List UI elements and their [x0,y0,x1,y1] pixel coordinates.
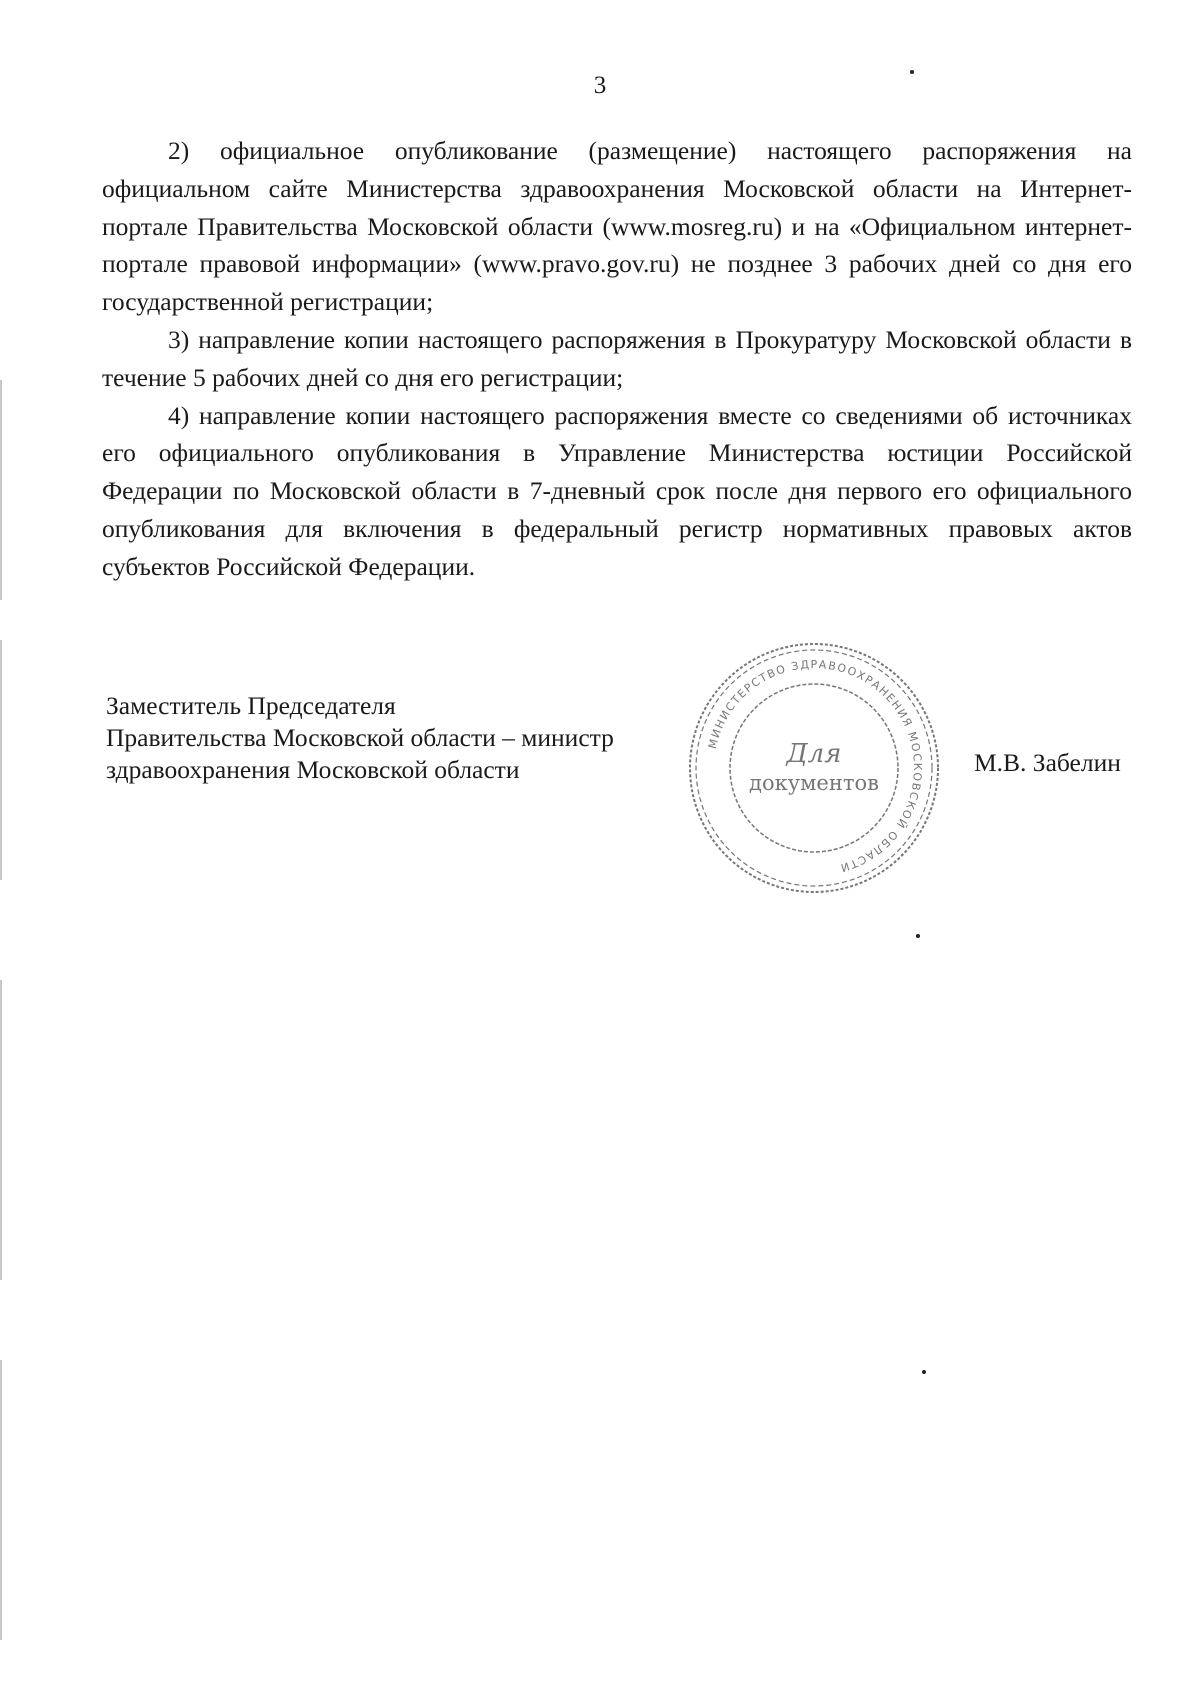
scan-speck [922,1370,926,1374]
document-body [102,132,1132,586]
signatory-name: М.В. Забелин [974,748,1121,777]
position-line: здравоохранения Московской области [106,755,520,784]
stamp-center-text-line2: документов [749,771,879,795]
signatory-position [106,690,614,786]
paragraph-item-3: 3) направление копии настоящего распоряжения в Прокуратуру Московской области в течение 5 рабочих дней со дня его регистрации; [102,324,1132,392]
position-line: Правительства Московской области – министр [106,723,614,752]
paragraph-item-2: 2) официальное опубликование (размещение) настоящего распоряжения на официальном сайте Министерства здравоохранения Московской области на Интернет-портале Правительства Московской области (www.mosreg.ru) и на «Официальном интернет-портале правовой информации» (www.pravo.gov.ru) не позднее 3 рабочих дней со дня его государственной регистрации; [102,136,1132,317]
scan-speck [910,70,914,74]
stamp-ring-text-path: МИНИСТЕРСТВО ЗДРАВООХРАНЕНИЯ МОСКОВСКОЙ ОБЛАСТИ [705,657,925,875]
position-line: Заместитель Председателя [106,691,396,720]
official-stamp [686,640,942,896]
paragraph-item-4: 4) направление копии настоящего распоряжения вместе со сведениями об источниках его официального опубликования в Управление Министерства юстиции Российской Федерации по Московской области в 7-дневный срок после дня первого его официального опубликования для включения в федеральный регистр нормативных правовых актов субъектов Российской Федерации. [102,400,1132,581]
scan-speck [916,934,920,938]
page-number: 3 [593,72,607,99]
stamp-center-text-line1: Для [786,739,842,769]
